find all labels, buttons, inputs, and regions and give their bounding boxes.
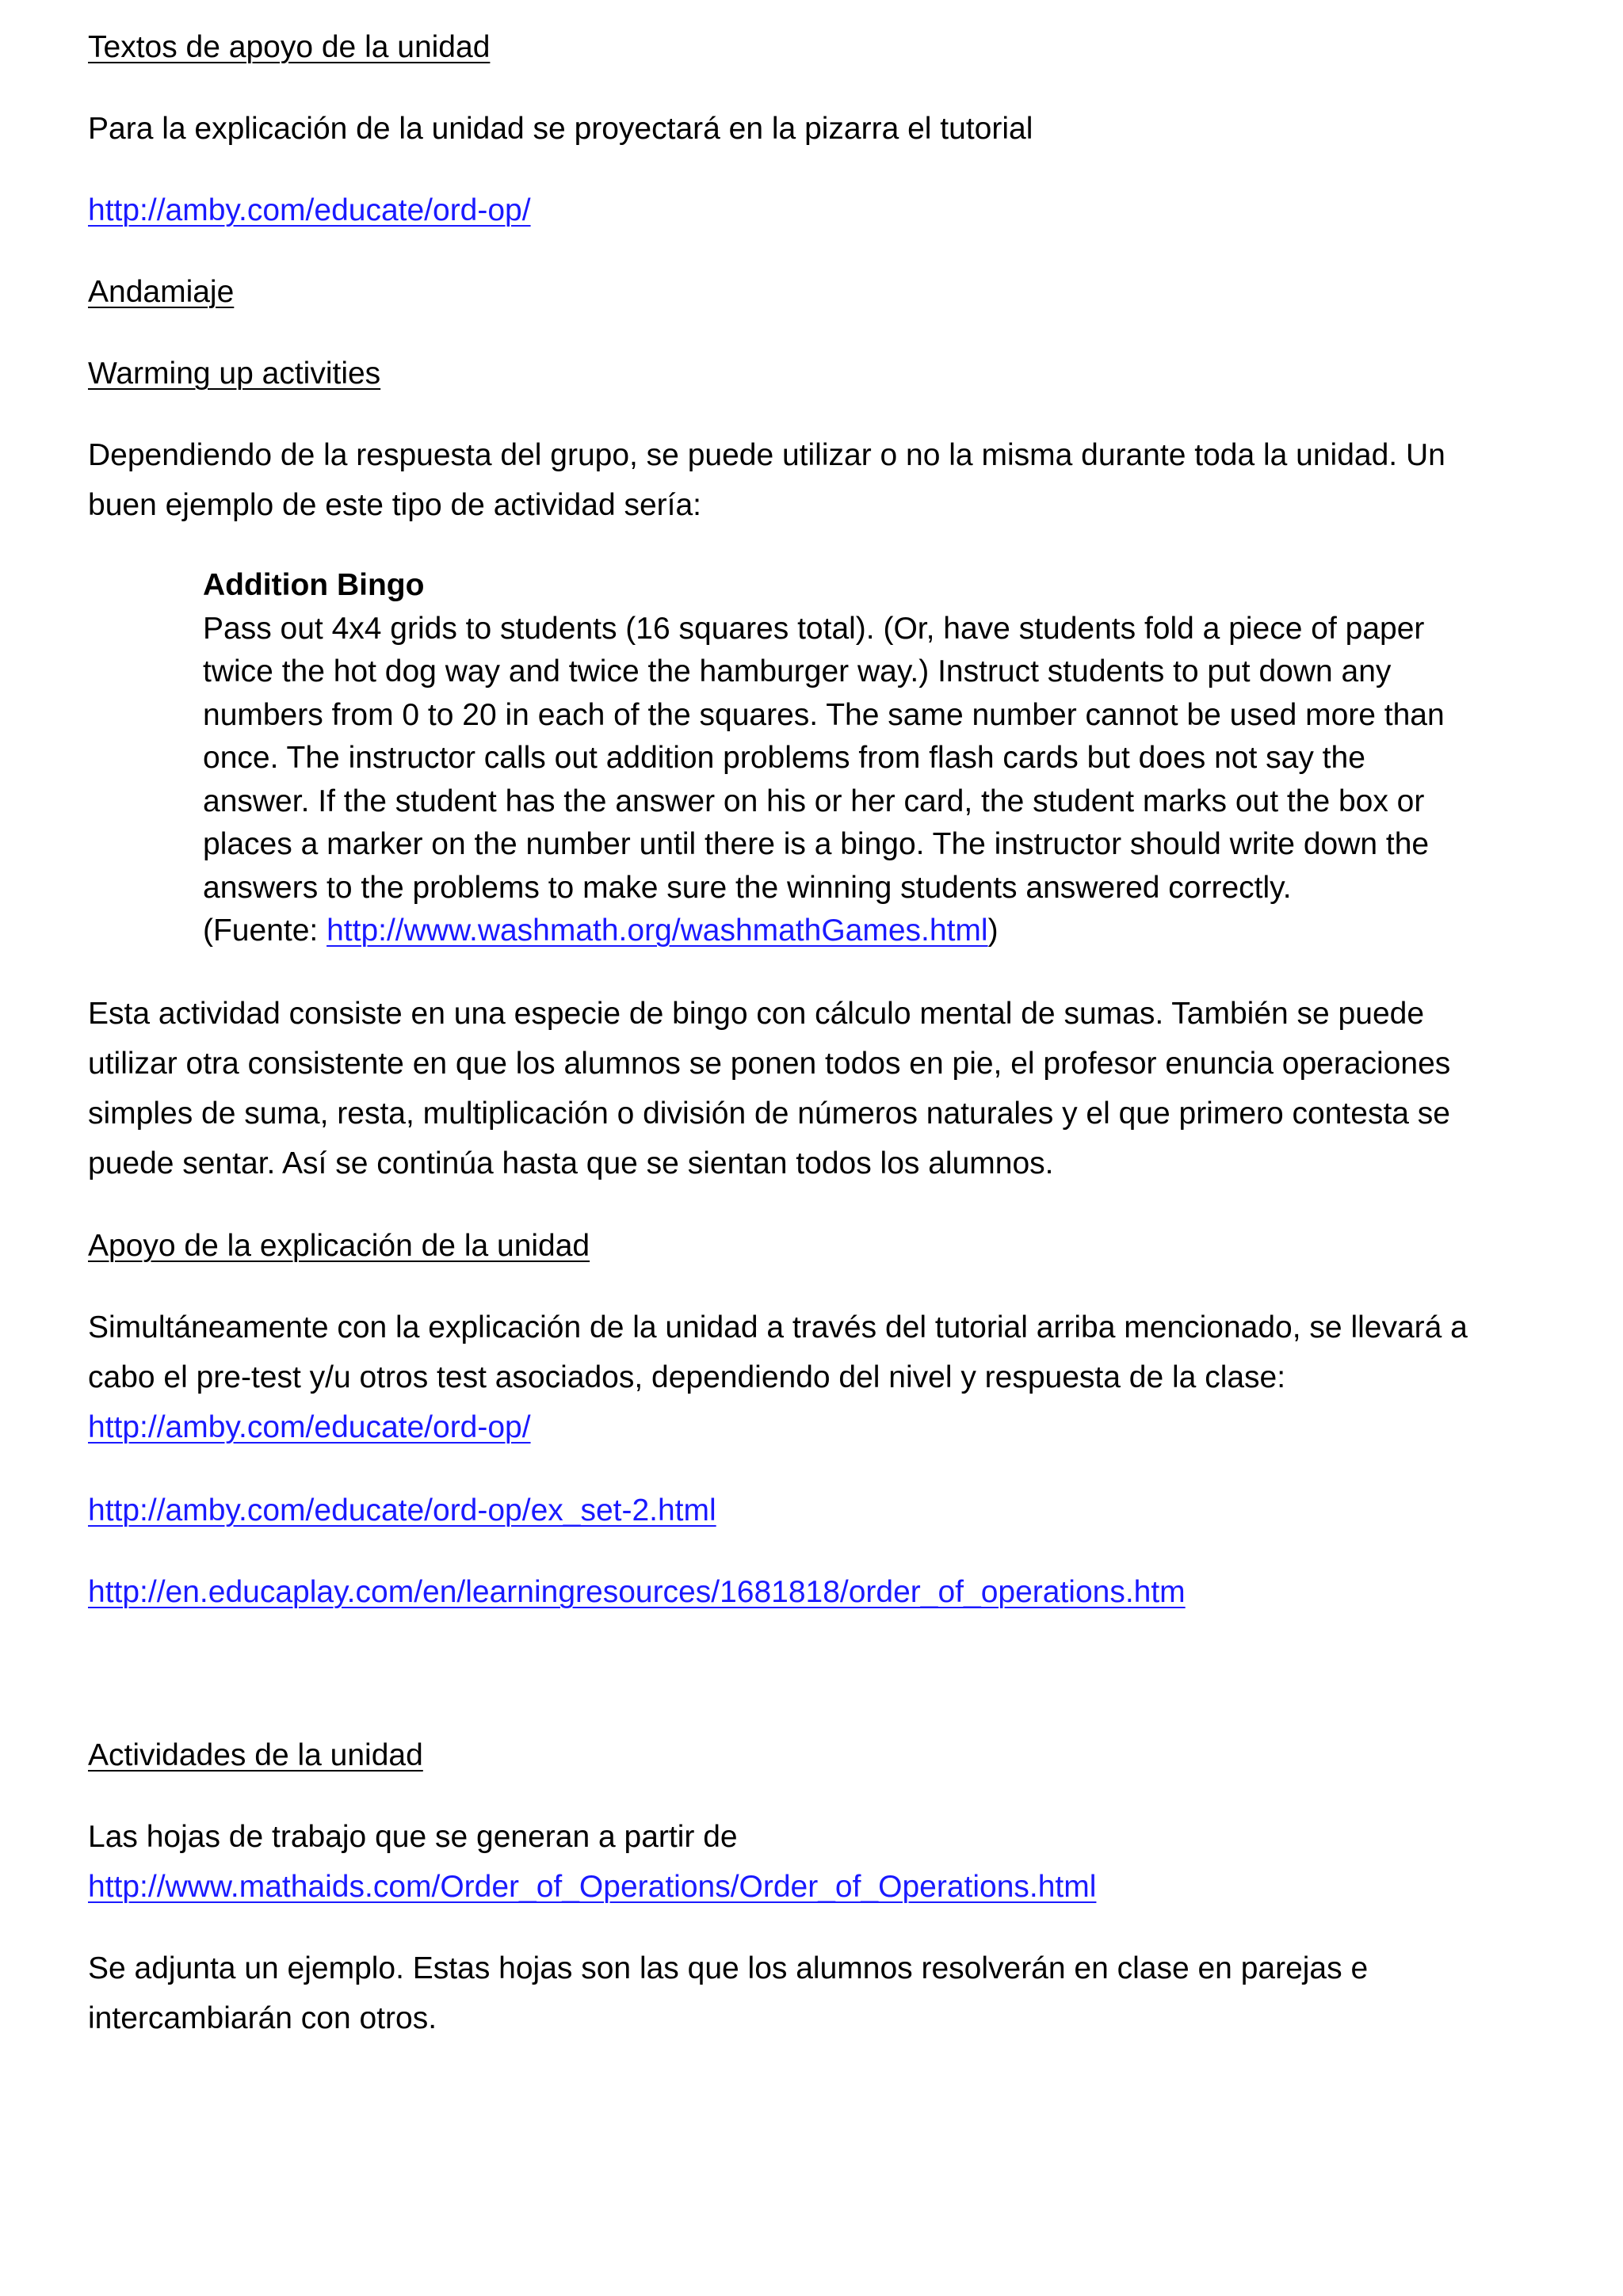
- warming-line: Dependiendo de la respuesta del grupo, se puede utilizar o no la misma durante toda la unidad. Un: [88, 438, 1445, 472]
- heading-warming-up: Warming up activities: [88, 357, 381, 391]
- bingo-line: once. The instructor calls out addition problems from flash cards but does not say the: [203, 741, 1365, 775]
- heading-apoyo-explicacion: Apoyo de la explicación de la unidad: [88, 1229, 590, 1263]
- tutorial-link-row: [88, 185, 1538, 235]
- hojas-paragraph: [88, 1812, 1538, 1912]
- bingo-source: [203, 910, 1534, 953]
- addition-bingo-block: [203, 564, 1534, 953]
- apoyo-paragraph: [88, 1302, 1538, 1452]
- ejemplo-line: Se adjunta un ejemplo. Estas hojas son las que los alumnos resolverán en clase en parejas e: [88, 1951, 1369, 1985]
- warming-paragraph: [88, 430, 1538, 530]
- hojas-line: Las hojas de trabajo que se generan a partir de: [88, 1820, 738, 1854]
- apoyo-line: cabo el pre-test y/u otros test asociados, dependiendo del nivel y respuesta de la clase:: [88, 1360, 1286, 1394]
- educaplay-link[interactable]: http://en.educaplay.com/en/learningresources/1681818/order_of_operations.htm: [88, 1575, 1186, 1609]
- addition-bingo-title: Addition Bingo: [203, 568, 425, 602]
- bingo-line: places a marker on the number until there is a bingo. The instructor should write down the: [203, 827, 1430, 861]
- heading-textos-de-apoyo: Textos de apoyo de la unidad: [88, 30, 491, 64]
- bingo-line: Pass out 4x4 grids to students (16 squares total). (Or, have students fold a piece of paper: [203, 611, 1425, 646]
- heading-andamiaje: Andamiaje: [88, 275, 235, 309]
- bingo-line: twice the hot dog way and twice the hamburger way.) Instruct students to put down any: [203, 654, 1392, 688]
- ejemplo-paragraph: [88, 1943, 1538, 2043]
- warming-line: buen ejemplo de este tipo de actividad sería:: [88, 488, 702, 522]
- source-suffix: ): [987, 913, 999, 948]
- amby-ord-op-link[interactable]: http://amby.com/educate/ord-op/: [88, 1410, 531, 1444]
- educaplay-link-row: [88, 1567, 1538, 1617]
- bingo-desc-line: simples de suma, resta, multiplicación o división de números naturales y el que primero contesta se: [88, 1097, 1450, 1131]
- tutorial-link[interactable]: http://amby.com/educate/ord-op/: [88, 193, 531, 227]
- amby-ex-set-link[interactable]: http://amby.com/educate/ord-op/ex_set-2.html: [88, 1493, 716, 1527]
- ex-set-link-row: [88, 1486, 1538, 1535]
- bingo-desc-line: Esta actividad consiste en una especie de bingo con cálculo mental de sumas. También se puede: [88, 997, 1425, 1031]
- intro-paragraph: Para la explicación de la unidad se proyectará en la pizarra el tutorial: [88, 112, 1033, 146]
- bingo-line: numbers from 0 to 20 in each of the squares. The same number cannot be used more than: [203, 697, 1445, 732]
- bingo-line: answer. If the student has the answer on his or her card, the student marks out the box or: [203, 784, 1425, 818]
- bingo-line: answers to the problems to make sure the winning students answered correctly.: [203, 870, 1292, 905]
- washmath-link[interactable]: http://www.washmath.org/washmathGames.html: [327, 913, 988, 948]
- heading-actividades: Actividades de la unidad: [88, 1738, 423, 1772]
- bingo-desc-line: utilizar otra consistente en que los alumnos se ponen todos en pie, el profesor enuncia operaciones: [88, 1047, 1451, 1081]
- bingo-desc-line: puede sentar. Así se continúa hasta que se sientan todos los alumnos.: [88, 1146, 1054, 1180]
- mathaids-link-row: [88, 1862, 1538, 1912]
- apoyo-link-row: [88, 1402, 1538, 1452]
- apoyo-line: Simultáneamente con la explicación de la unidad a través del tutorial arriba mencionado, se llevará a: [88, 1310, 1468, 1344]
- ejemplo-line: intercambiarán con otros.: [88, 2001, 437, 2035]
- source-prefix: (Fuente:: [203, 913, 327, 948]
- bingo-description-paragraph: [88, 989, 1538, 1188]
- mathaids-link[interactable]: http://www.mathaids.com/Order_of_Operations/Order_of_Operations.html: [88, 1870, 1097, 1904]
